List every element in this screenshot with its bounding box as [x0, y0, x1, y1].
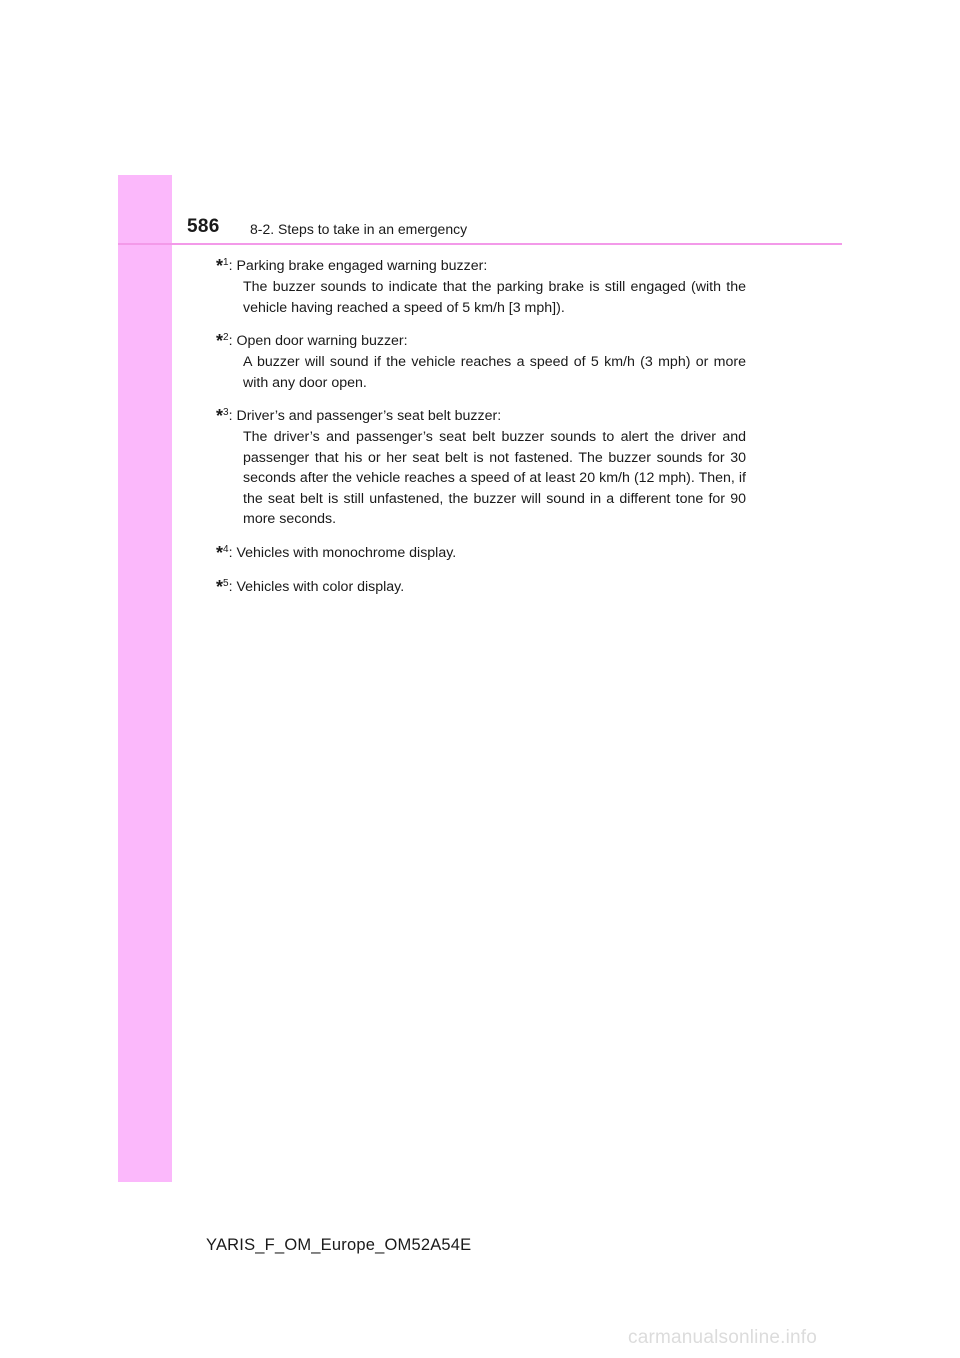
footnote-body: The buzzer sounds to indicate that the parking brake is still engaged (with the vehicle having reached a speed of 5 km/h [3 mph]). — [243, 279, 746, 316]
asterisk-mark: * — [216, 406, 224, 426]
footnote-4 — [216, 539, 746, 564]
footnote-number: 5 — [223, 577, 229, 589]
page-number: 586 — [187, 216, 220, 237]
asterisk-mark: * — [216, 542, 224, 563]
footnote-title: : Vehicles with color display. — [228, 578, 405, 595]
footnote-heading — [216, 539, 746, 564]
footnote-title: : Open door warning buzzer: — [228, 333, 408, 349]
header-rule — [118, 243, 842, 245]
footnote-3 — [216, 402, 746, 530]
footnote-2 — [216, 327, 746, 393]
side-tab-bar — [118, 175, 172, 1182]
footnote-number: 1 — [223, 257, 229, 268]
footnote-title: : Vehicles with monochrome display. — [228, 544, 457, 561]
footnote-heading — [216, 327, 746, 352]
footnote-heading — [216, 402, 746, 427]
footnote-number: 2 — [223, 332, 229, 343]
footnote-body: A buzzer will sound if the vehicle reaches a speed of 5 km/h (3 mph) or more with any door open. — [243, 354, 746, 391]
footnote-5 — [216, 573, 746, 598]
footnote-body: The driver’s and passenger’s seat belt buzzer sounds to alert the driver and passenger that his or her seat belt is not fastened. The buzzer sounds for 30 seconds after the vehicle reaches a speed of at least 20 km/h (12 mph). Then, if the seat belt is still unfastened, the buzzer will sound in a different tone for 90 more seconds. — [243, 429, 746, 527]
asterisk-mark: * — [216, 576, 224, 597]
asterisk-mark: * — [216, 256, 224, 276]
document-id-footer: YARIS_F_OM_Europe_OM52A54E — [206, 1236, 472, 1254]
footnote-number: 4 — [223, 543, 229, 555]
footnote-title: : Driver’s and passenger’s seat belt buzzer: — [228, 408, 502, 424]
footnote-heading — [216, 252, 746, 277]
section-title: 8-2. Steps to take in an emergency — [250, 221, 468, 237]
footnote-list — [216, 252, 746, 607]
footnote-number: 3 — [223, 407, 229, 418]
footnote-1 — [216, 252, 746, 318]
footnote-heading — [216, 573, 746, 598]
footnote-title: : Parking brake engaged warning buzzer: — [228, 258, 488, 274]
asterisk-mark: * — [216, 331, 224, 351]
watermark: carmanualsonline.info — [628, 1327, 818, 1348]
